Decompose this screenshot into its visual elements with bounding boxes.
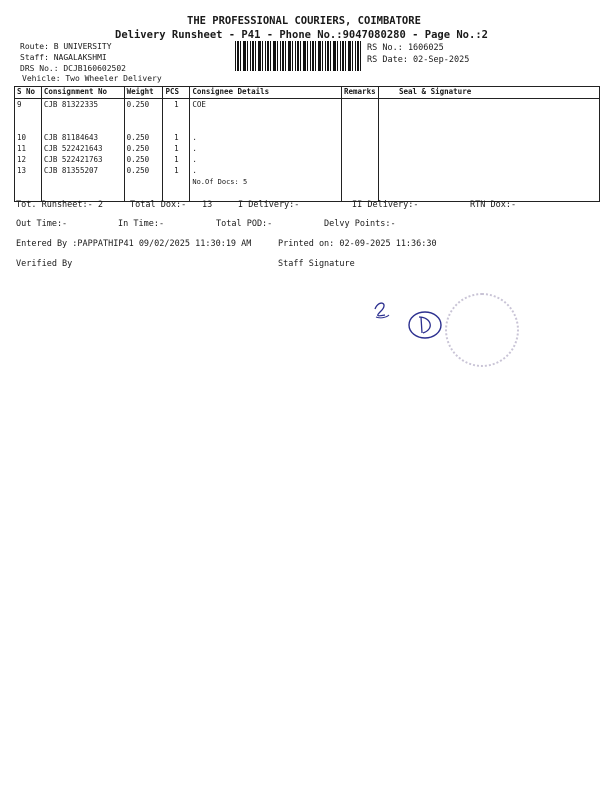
printed-on: Printed on: 02-09-2025 11:36:30 xyxy=(278,239,437,249)
consignment-cell: CJB 522421643 xyxy=(43,144,103,153)
no-of-docs: No.Of Docs: 5 xyxy=(192,178,248,186)
table-header-row xyxy=(15,87,600,99)
total-pod: Total POD:- xyxy=(216,219,273,229)
route-text: Route: B UNIVERSITY xyxy=(20,42,112,51)
delvy-points: Delvy Points:- xyxy=(324,219,396,229)
sno-cell: 13 xyxy=(17,166,27,175)
header-sno: S No xyxy=(15,87,42,99)
in-time: In Time:- xyxy=(118,219,165,229)
rs-number: RS No.: 1606025 xyxy=(367,43,444,53)
sno-cell: 11 xyxy=(17,144,27,153)
consignee-cell: . xyxy=(192,133,197,142)
table-body-row xyxy=(15,99,600,202)
weight-cell: 0.250 xyxy=(126,133,150,142)
sno-cell: 10 xyxy=(17,133,27,142)
i-delivery: I Delivery:- xyxy=(238,200,300,210)
rs-date: RS Date: 02-Sep-2025 xyxy=(367,55,470,65)
vehicle-text: Vehicle: Two Wheeler Delivery xyxy=(22,74,162,83)
entered-by: Entered By :PAPPATHIP41 09/02/2025 11:30:19 AM xyxy=(16,239,252,249)
barcode xyxy=(235,41,361,71)
drs-number: DRS No.: DCJB160602502 xyxy=(20,64,126,73)
verified-by: Verified By xyxy=(16,259,73,269)
pcs-cell: 1 xyxy=(174,100,179,109)
consignee-cell: . xyxy=(192,155,197,164)
pcs-cell: 1 xyxy=(174,144,179,153)
weight-column xyxy=(124,99,163,202)
staff-text: Staff: NAGALAKSHMI xyxy=(20,53,107,62)
rtn-dox: RTN Dox:- xyxy=(470,200,517,210)
weight-cell: 0.250 xyxy=(126,155,150,164)
company-title: THE PROFESSIONAL COURIERS, COIMBATORE xyxy=(187,15,421,27)
sno-cell: 12 xyxy=(17,155,27,164)
weight-cell: 0.250 xyxy=(126,100,150,109)
sno-cell: 9 xyxy=(17,100,22,109)
faded-stamp xyxy=(445,293,519,367)
out-time: Out Time:- xyxy=(16,219,68,229)
tot-runsheet: Tot. Runsheet:- 2 xyxy=(16,200,103,210)
header-seal-signature: Seal & Signature xyxy=(378,87,599,99)
runsheet-subtitle: Delivery Runsheet - P41 - Phone No.:9047080280 - Page No.:2 xyxy=(115,29,488,41)
header-consignee: Consignee Details xyxy=(190,87,342,99)
weight-cell: 0.250 xyxy=(126,166,150,175)
total-dox-label: Total Dox:- xyxy=(130,200,187,210)
pcs-cell: 1 xyxy=(174,166,179,175)
ii-delivery: II Delivery:- xyxy=(352,200,419,210)
seal-signature-column xyxy=(378,99,599,202)
sno-column xyxy=(15,99,42,202)
consignment-column xyxy=(41,99,124,202)
consignee-column xyxy=(190,99,342,202)
pcs-cell: 1 xyxy=(174,155,179,164)
pcs-cell: 1 xyxy=(174,133,179,142)
header-weight: Weight xyxy=(124,87,163,99)
consignment-cell: CJB 522421763 xyxy=(43,155,103,164)
consignment-cell: CJB 81322335 xyxy=(43,100,99,109)
consignment-cell: CJB 81355207 xyxy=(43,166,99,175)
consignee-cell: COE xyxy=(192,100,206,109)
header-consignment: Consignment No xyxy=(41,87,124,99)
header-pcs: PCS xyxy=(163,87,190,99)
runsheet-table xyxy=(14,86,600,202)
header-remarks: Remarks xyxy=(342,87,379,99)
consignment-cell: CJB 81184643 xyxy=(43,133,99,142)
consignee-cell: . xyxy=(192,166,197,175)
weight-cell: 0.250 xyxy=(126,144,150,153)
consignee-cell: . xyxy=(192,144,197,153)
pcs-column xyxy=(163,99,190,202)
staff-signature-label: Staff Signature xyxy=(278,259,355,269)
handwritten-signature xyxy=(365,295,445,345)
total-dox-value: 13 xyxy=(202,200,213,210)
remarks-column xyxy=(342,99,379,202)
